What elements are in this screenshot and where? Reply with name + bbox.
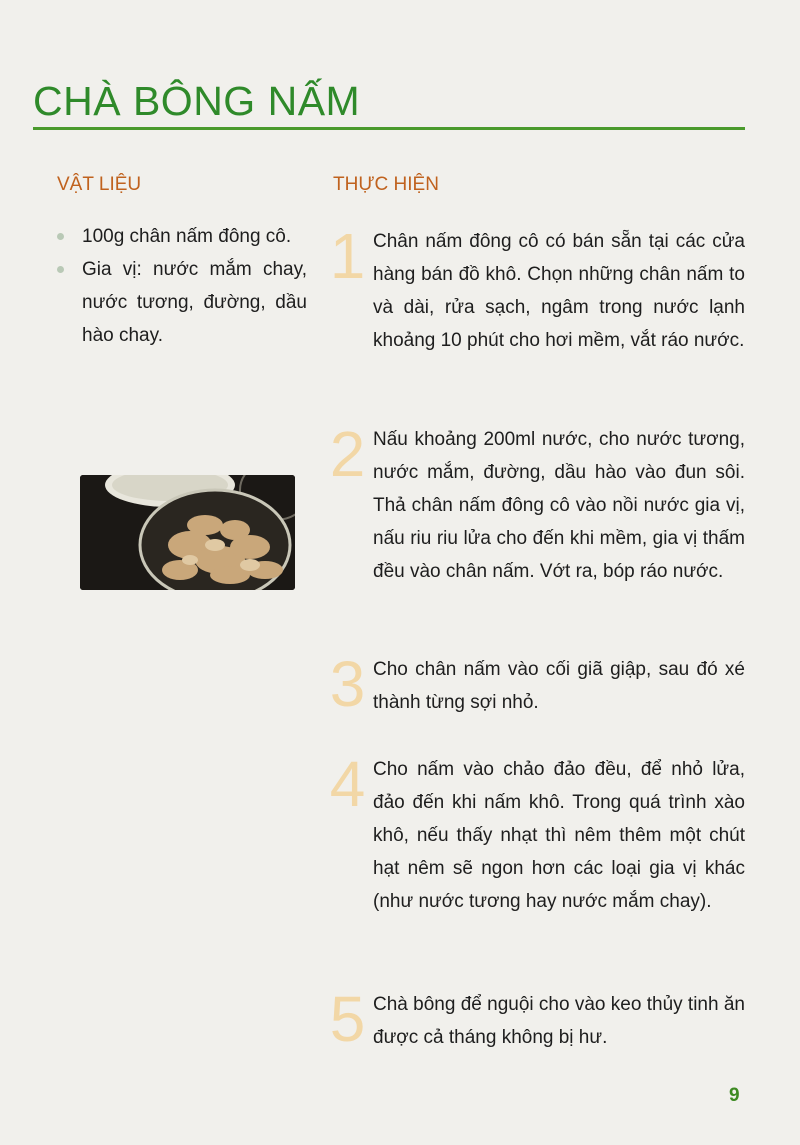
dish-photo — [80, 475, 295, 590]
step-text: Cho nấm vào chảo đảo đều, để nhỏ lửa, đảo đến khi nấm khô. Trong quá trình xào khô, nếu thấy nhạt thì nêm thêm một chút hạt nêm sẽ ngon hơn các loại gia vị khác (như nước tương hay nước mắm chay). — [373, 759, 745, 912]
step-number: 2 — [329, 418, 366, 490]
ingredients-heading: VẬT LIỆU — [57, 174, 142, 195]
ingredients-list — [57, 220, 307, 352]
step-text: Chân nấm đông cô có bán sẵn tại các cửa hàng bán đồ khô. Chọn những chân nấm to và dài, rửa sạch, ngâm trong nước lạnh khoảng 10 phút cho hơi mềm, vắt ráo nước. — [373, 231, 745, 351]
list-item — [57, 253, 307, 352]
step-5 — [325, 983, 745, 1055]
ingredient-text: 100g chân nấm đông cô. — [82, 226, 292, 247]
step-2 — [325, 418, 745, 588]
step-1 — [325, 220, 745, 357]
bullet-icon — [57, 233, 64, 240]
list-item — [57, 220, 307, 253]
ingredient-text: Gia vị: nước mắm chay, nước tương, đường, dầu hào chay. — [82, 259, 307, 346]
step-text: Chà bông để nguội cho vào keo thủy tinh ăn được cả tháng không bị hư. — [373, 994, 745, 1048]
page-number: 9 — [729, 1085, 740, 1106]
step-3 — [325, 648, 745, 720]
step-number: 4 — [329, 748, 366, 820]
recipe-title: CHÀ BÔNG NẤM — [33, 78, 361, 124]
step-4 — [325, 748, 745, 918]
bullet-icon — [57, 266, 64, 273]
method-heading: THỰC HIỆN — [333, 174, 439, 195]
step-number: 5 — [329, 983, 366, 1055]
step-text: Cho chân nấm vào cối giã giập, sau đó xé thành từng sợi nhỏ. — [373, 659, 745, 713]
step-text: Nấu khoảng 200ml nước, cho nước tương, nước mắm, đường, dầu hào vào đun sôi. Thả chân nấm đông cô vào nồi nước gia vị, nấu riu riu lửa cho đến khi mềm, gia vị thấm đều vào chân nấm. Vớt ra, bóp ráo nước. — [373, 429, 745, 582]
step-number: 3 — [329, 648, 366, 720]
title-divider — [33, 127, 745, 130]
step-number: 1 — [329, 220, 366, 292]
